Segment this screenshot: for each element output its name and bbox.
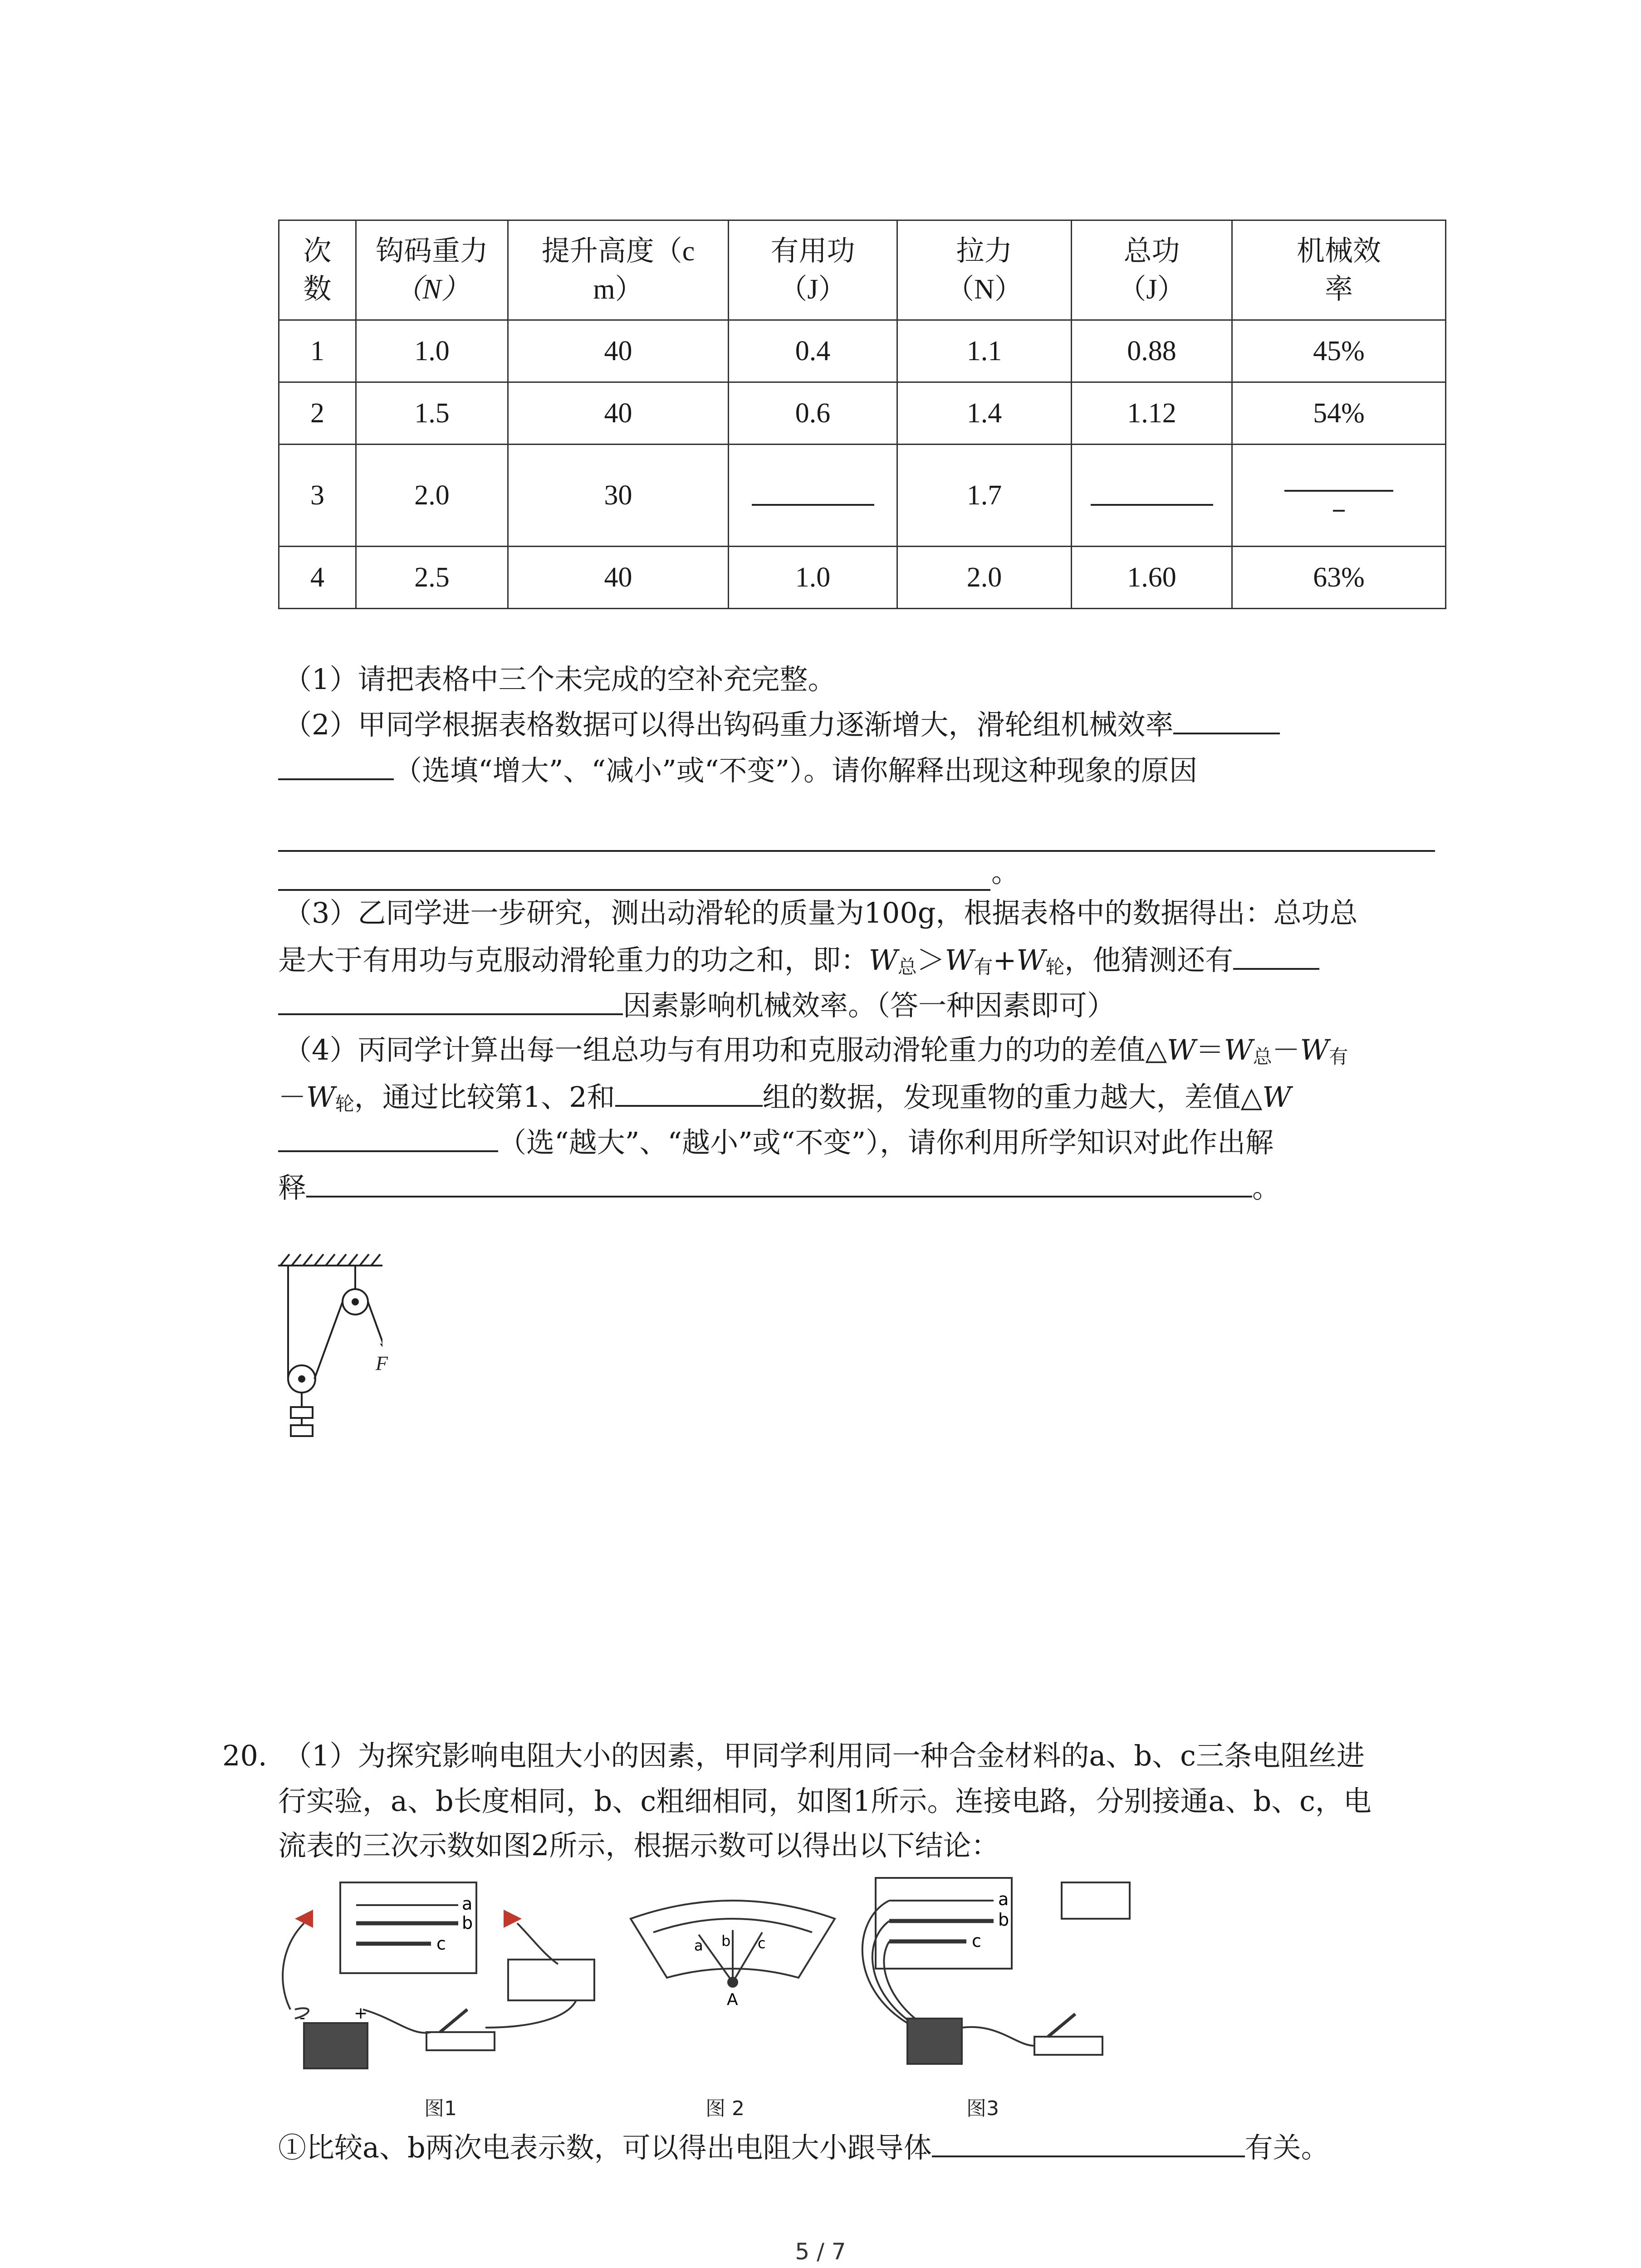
question-20-line-2: 行实验，a、b长度相同，b、c粗细相同，如图1所示。连接电路，分别接通a、b、c，电	[278, 1784, 1372, 1818]
blank-factor-b[interactable]	[278, 985, 623, 1015]
wire-label-a-fig3: a	[998, 1889, 1009, 1909]
cell-weight: 2.0	[356, 445, 508, 547]
battery-minus: -	[299, 2009, 305, 2027]
figure-1-caption: 图1	[424, 2097, 457, 2120]
header-height: 提升高度（c m）	[508, 220, 729, 320]
cell-total-work: 1.60	[1072, 547, 1232, 609]
wire-label-c: c	[436, 1934, 446, 1954]
figure-3-caption: 图3	[966, 2097, 999, 2120]
experiment-table	[278, 220, 1446, 609]
figure-1-circuit	[277, 1873, 603, 2073]
cell-height: 30	[508, 445, 729, 547]
cell-force: 1.1	[897, 320, 1072, 382]
header-force: 拉力 （N）	[897, 220, 1072, 320]
needle-label-b: b	[721, 1932, 731, 1950]
blank-useful-work[interactable]	[729, 445, 897, 547]
table-row	[279, 445, 1446, 547]
cell-efficiency: 45%	[1232, 320, 1446, 382]
question-4-line-4: 释 。	[278, 1168, 1280, 1207]
battery-plus: +	[354, 2004, 368, 2023]
figure-2-caption: 图 2	[705, 2097, 745, 2120]
wire-label-a: a	[462, 1894, 473, 1914]
header-weight: 钩码重力 （N）	[356, 220, 508, 320]
question-20-number: 20.	[222, 1739, 267, 1772]
cell-total-work: 0.88	[1072, 320, 1232, 382]
question-4-line-2: －W轮，通过比较第1、2和 组的数据，发现重物的重力越大，差值△W	[278, 1077, 1291, 1124]
header-efficiency: 机械效 率	[1232, 220, 1446, 320]
blank-efficiency[interactable]	[1232, 445, 1446, 547]
blank-explanation[interactable]	[306, 1168, 1252, 1198]
cell-force: 2.0	[897, 547, 1072, 609]
answer-line-reason-2[interactable]	[278, 889, 990, 891]
cell-trial: 1	[279, 320, 356, 382]
cell-weight: 2.5	[356, 547, 508, 609]
wire-label-b-fig3: b	[998, 1910, 1009, 1930]
figure-3-circuit	[844, 1873, 1134, 2073]
cell-useful-work: 0.4	[729, 320, 897, 382]
period-mark: 。	[991, 855, 1020, 889]
cell-efficiency: 63%	[1232, 547, 1446, 609]
pulley-diagram	[278, 1247, 382, 1465]
header-trial: 次 数	[279, 220, 356, 320]
question-3-line-1: （3）乙同学进一步研究，测出动滑轮的质量为100g，根据表格中的数据得出：总功总	[284, 896, 1358, 929]
cell-trial: 4	[279, 547, 356, 609]
table-header-row	[279, 220, 1446, 320]
question-3-line-3: 因素影响机械效率。（答一种因素即可）	[278, 985, 1115, 1025]
cell-efficiency: 54%	[1232, 382, 1446, 445]
table-row	[279, 547, 1446, 609]
blank-efficiency-trend-a[interactable]	[1173, 704, 1280, 734]
question-20-line-4: ①比较a、b两次电表示数，可以得出电阻大小跟导体 有关。	[278, 2127, 1329, 2167]
ammeter-label: A	[727, 1990, 738, 2009]
blank-factor-a[interactable]	[1233, 940, 1319, 970]
question-1: （1）请把表格中三个未完成的空补充完整。	[284, 663, 836, 696]
cell-trial: 2	[279, 382, 356, 445]
question-20-line-1: （1）为探究影响电阻大小的因素，甲同学利用同一种合金材料的a、b、c三条电阻丝进	[284, 1739, 1365, 1772]
question-2-line-2: （选填“增大”、“减小”或“不变”）。请你解释出现这种现象的原因	[278, 750, 1197, 790]
needle-label-c: c	[758, 1935, 766, 1952]
cell-total-work: 1.12	[1072, 382, 1232, 445]
table-row	[279, 320, 1446, 382]
cell-height: 40	[508, 320, 729, 382]
header-total-work: 总功 （J）	[1072, 220, 1232, 320]
cell-weight: 1.5	[356, 382, 508, 445]
cell-weight: 1.0	[356, 320, 508, 382]
figure-2-ammeter	[626, 1892, 839, 2009]
blank-efficiency-trend-b[interactable]	[278, 750, 394, 780]
wire-label-b: b	[462, 1913, 473, 1933]
question-4-line-3: （选“越大”、“越小”或“不变”），请你利用所学知识对此作出解	[278, 1122, 1274, 1162]
question-20-line-3: 流表的三次示数如图2所示，根据示数可以得出以下结论：	[278, 1829, 999, 1862]
page-number: 5 / 7	[795, 2239, 846, 2265]
cell-force: 1.7	[897, 445, 1072, 547]
cell-trial: 3	[279, 445, 356, 547]
cell-height: 40	[508, 547, 729, 609]
cell-height: 40	[508, 382, 729, 445]
question-4-line-1: （4）丙同学计算出每一组总功与有用功和克服动滑轮重力的功的差值△W＝W总－W有	[284, 1033, 1348, 1068]
question-3-line-2: 是大于有用功与克服动滑轮重力的功之和，即：W总＞W有+W轮，他猜测还有	[278, 940, 1319, 987]
question-2-line-1: （2）甲同学根据表格数据可以得出钩码重力逐渐增大，滑轮组机械效率	[284, 704, 1280, 744]
blank-group[interactable]	[615, 1077, 763, 1107]
blank-resistance-factor[interactable]	[932, 2127, 1245, 2157]
cell-useful-work: 0.6	[729, 382, 897, 445]
needle-label-a: a	[694, 1937, 703, 1954]
header-useful-work: 有用功 （J）	[729, 220, 897, 320]
wire-label-c-fig3: c	[972, 1931, 981, 1951]
blank-difference[interactable]	[278, 1122, 498, 1152]
cell-useful-work: 1.0	[729, 547, 897, 609]
force-label: F	[376, 1352, 388, 1374]
blank-total-work[interactable]	[1072, 445, 1232, 547]
answer-line-reason[interactable]	[278, 850, 1435, 852]
table-row	[279, 382, 1446, 445]
cell-force: 1.4	[897, 382, 1072, 445]
